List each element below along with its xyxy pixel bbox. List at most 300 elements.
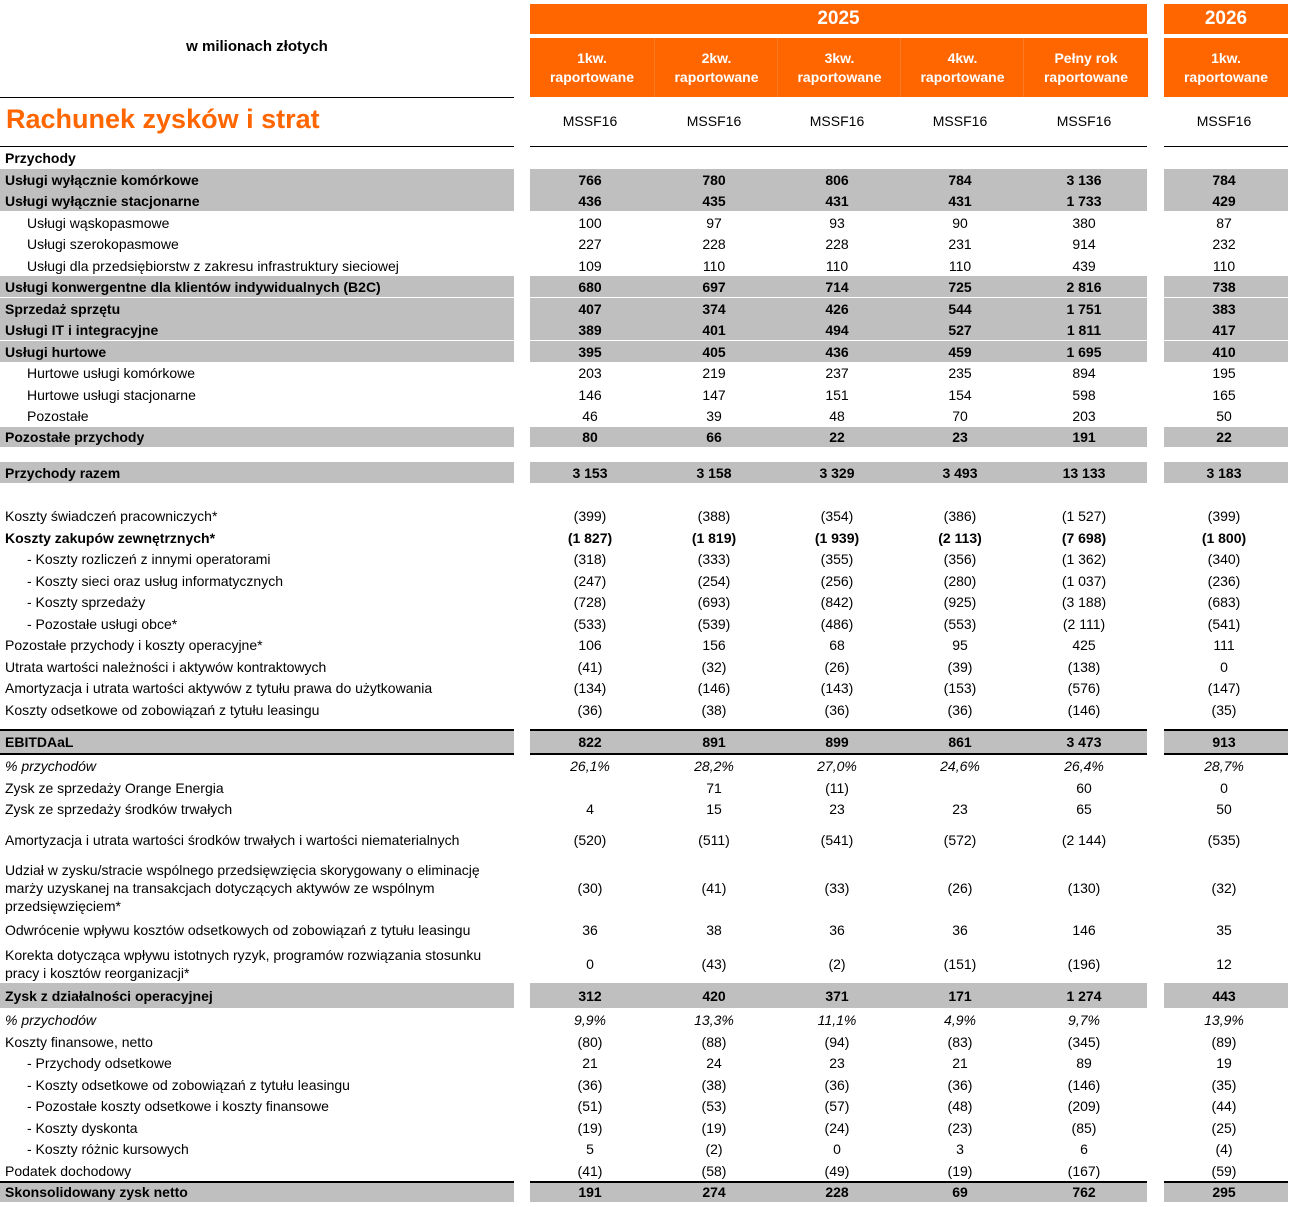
cell-value: (38) bbox=[701, 1076, 727, 1093]
cell-value: 13,9% bbox=[1204, 1011, 1244, 1028]
column-header-line2: raportowane bbox=[674, 68, 759, 85]
cell-value: 50 bbox=[1216, 801, 1232, 817]
standard-label-5: MSSF16 bbox=[1056, 113, 1112, 129]
cell-value bbox=[777, 148, 897, 168]
cell-value: 295 bbox=[1212, 1183, 1236, 1200]
cell-value: (147) bbox=[1207, 679, 1241, 696]
cell-value: 219 bbox=[702, 364, 726, 381]
cell-value: (36) bbox=[947, 1076, 973, 1093]
table-row bbox=[0, 729, 1290, 755]
cell-value: 156 bbox=[702, 636, 726, 653]
row-label: Podatek dochodowy bbox=[5, 1162, 132, 1179]
column-header-1 bbox=[530, 38, 654, 97]
cell-value: 899 bbox=[825, 734, 849, 750]
cell-value: (153) bbox=[943, 679, 977, 696]
table-row bbox=[0, 983, 1290, 1008]
cell-value: (26) bbox=[824, 658, 850, 675]
row-label: Udział w zysku/stracie wspólnego przedsięwzięcia skorygowany o eliminację marży uzyskanej na transakcjach dotyczących aktywów ze wspólnym przedsięwzięciem* bbox=[5, 862, 480, 914]
cell-value: (38) bbox=[701, 701, 727, 718]
cell-value: (254) bbox=[697, 572, 731, 589]
cell-value: 203 bbox=[1072, 407, 1096, 424]
standard-label-3: MSSF16 bbox=[809, 113, 865, 129]
cell-value: 3 158 bbox=[696, 464, 732, 481]
cell-value: 71 bbox=[706, 779, 722, 796]
row-label: Przychody razem bbox=[5, 464, 121, 481]
table-row bbox=[0, 233, 1290, 254]
cell-value: 21 bbox=[582, 1054, 598, 1071]
cell-value: 3 183 bbox=[1206, 464, 1242, 481]
cell-value: 3 136 bbox=[1066, 171, 1102, 188]
cell-value: (572) bbox=[943, 832, 977, 848]
row-label: Amortyzacja i utrata wartości środków trwałych i wartości niematerialnych bbox=[5, 832, 460, 848]
cell-value: 60 bbox=[1076, 779, 1092, 796]
cell-value: 110 bbox=[825, 257, 849, 274]
cell-value: (4) bbox=[1215, 1140, 1233, 1157]
cell-value: 232 bbox=[1212, 235, 1236, 252]
cell-value: (2 144) bbox=[1061, 832, 1107, 848]
row-label: Odwrócenie wpływu kosztów odsetkowych od zobowiązań z tytułu leasingu bbox=[5, 922, 471, 938]
row-label: Amortyzacja i utrata wartości aktywów z tytułu prawa do użytkowania bbox=[5, 679, 433, 696]
cell-value: (333) bbox=[697, 550, 731, 567]
table-row bbox=[0, 1052, 1290, 1073]
cell-value: (94) bbox=[824, 1033, 850, 1050]
cell-value: 66 bbox=[706, 429, 722, 445]
cell-value: (1 362) bbox=[1061, 550, 1107, 567]
row-shading bbox=[0, 729, 514, 755]
cell-value: 371 bbox=[825, 987, 849, 1004]
cell-value: 9,7% bbox=[1068, 1011, 1100, 1028]
cell-value: (58) bbox=[701, 1162, 727, 1179]
cell-value: 784 bbox=[1212, 171, 1236, 188]
cell-value: (151) bbox=[943, 956, 977, 972]
cell-value: 46 bbox=[582, 407, 598, 424]
cell-value bbox=[530, 777, 650, 798]
cell-value: (511) bbox=[698, 832, 730, 848]
cell-value: 417 bbox=[1212, 321, 1236, 338]
cell-value: 780 bbox=[702, 171, 726, 188]
column-header-4 bbox=[900, 38, 1024, 97]
cell-value: (318) bbox=[573, 550, 607, 567]
column-header-line1: 1kw. bbox=[1211, 49, 1241, 66]
row-label: Zysk z działalności operacyjnej bbox=[5, 987, 213, 1004]
row-label: Zysk ze sprzedaży Orange Energia bbox=[5, 779, 224, 796]
table-row bbox=[0, 859, 1290, 917]
table-row bbox=[0, 362, 1290, 383]
cell-value: 6 bbox=[1080, 1140, 1088, 1157]
cell-value: (35) bbox=[1211, 1076, 1237, 1093]
cell-value: (44) bbox=[1211, 1097, 1237, 1114]
cell-value: 401 bbox=[702, 321, 726, 338]
table-row bbox=[0, 255, 1290, 276]
cell-value: 407 bbox=[578, 300, 602, 317]
unit-label: w milionach złotych bbox=[186, 38, 328, 55]
cell-value: (36) bbox=[947, 701, 973, 718]
row-label: - Koszty rozliczeń z innymi operatorami bbox=[27, 550, 271, 567]
row-label: Usługi IT i integracyjne bbox=[5, 321, 159, 338]
table-row bbox=[0, 1031, 1290, 1052]
cell-value: 227 bbox=[578, 235, 602, 252]
cell-value: 100 bbox=[578, 214, 602, 231]
cell-value: 725 bbox=[948, 278, 972, 295]
cell-value: 4,9% bbox=[944, 1011, 976, 1028]
cell-value bbox=[900, 777, 1020, 798]
cell-value: (39) bbox=[947, 658, 973, 675]
cell-value: 13,3% bbox=[694, 1011, 734, 1028]
table-row bbox=[0, 613, 1290, 634]
cell-value: 26,4% bbox=[1064, 757, 1104, 774]
cell-value: (83) bbox=[947, 1033, 973, 1050]
cell-value: 374 bbox=[702, 300, 726, 317]
cell-value: 110 bbox=[702, 257, 726, 274]
cell-value: (256) bbox=[820, 572, 854, 589]
table-row bbox=[0, 1138, 1290, 1159]
cell-value: (146) bbox=[697, 679, 731, 696]
cell-value: (356) bbox=[943, 550, 977, 567]
cell-value: 19 bbox=[1216, 1054, 1232, 1071]
cell-value: (167) bbox=[1067, 1162, 1101, 1179]
year-2026-header: 2026 bbox=[1164, 4, 1288, 34]
cell-value: 2 816 bbox=[1066, 278, 1102, 295]
cell-value: 87 bbox=[1216, 214, 1232, 231]
cell-value: 894 bbox=[1072, 364, 1096, 381]
cell-value: (541) bbox=[820, 832, 854, 848]
standard-label-1: MSSF16 bbox=[562, 113, 618, 129]
cell-value: (41) bbox=[577, 658, 603, 675]
cell-value: 312 bbox=[578, 987, 602, 1004]
cell-value: 914 bbox=[1072, 235, 1096, 252]
cell-value: 0 bbox=[833, 1140, 841, 1157]
cell-value: 110 bbox=[948, 257, 972, 274]
cell-value: 1 695 bbox=[1066, 343, 1102, 360]
cell-value: (236) bbox=[1207, 572, 1241, 589]
column-header-line1: 2kw. bbox=[701, 49, 732, 66]
cell-value: 1 733 bbox=[1066, 192, 1102, 209]
cell-value: (19) bbox=[701, 1119, 727, 1136]
row-label: Skonsolidowany zysk netto bbox=[5, 1183, 188, 1200]
header-separator-left bbox=[0, 97, 514, 98]
column-header-line1: Pełny rok bbox=[1054, 49, 1118, 66]
cell-value: (134) bbox=[573, 679, 607, 696]
cell-value: 228 bbox=[702, 235, 726, 252]
cell-value: 191 bbox=[578, 1183, 602, 1200]
cell-value: 36 bbox=[582, 922, 598, 938]
cell-value: (354) bbox=[820, 507, 854, 524]
cell-value: 429 bbox=[1212, 192, 1236, 209]
cell-value: 1 811 bbox=[1066, 321, 1102, 338]
table-row bbox=[0, 462, 1290, 483]
table-row bbox=[0, 527, 1290, 548]
cell-value: 39 bbox=[706, 407, 722, 424]
cell-value: 90 bbox=[952, 214, 968, 231]
cell-value: (196) bbox=[1067, 956, 1101, 972]
cell-value: (533) bbox=[573, 615, 607, 632]
cell-value: 383 bbox=[1212, 300, 1236, 317]
cell-value: 405 bbox=[702, 343, 726, 360]
cell-value: 203 bbox=[578, 364, 602, 381]
cell-value: 806 bbox=[825, 171, 849, 188]
cell-value: 420 bbox=[702, 987, 726, 1004]
row-label: Usługi szerokopasmowe bbox=[27, 235, 179, 252]
cell-value: (388) bbox=[697, 507, 731, 524]
cell-value: (53) bbox=[701, 1097, 727, 1114]
cell-value: (1 827) bbox=[567, 529, 613, 546]
row-label: - Pozostałe koszty odsetkowe i koszty finansowe bbox=[27, 1097, 329, 1114]
cell-value: 191 bbox=[1072, 429, 1096, 445]
cell-value bbox=[900, 148, 1020, 168]
cell-value: (23) bbox=[947, 1119, 973, 1136]
cell-value bbox=[1164, 148, 1284, 168]
cell-value: (146) bbox=[1067, 701, 1101, 718]
cell-value: 527 bbox=[948, 321, 972, 338]
cell-value: (41) bbox=[577, 1162, 603, 1179]
cell-value: (36) bbox=[577, 1076, 603, 1093]
cell-value: 1 274 bbox=[1066, 987, 1102, 1004]
cell-value: 0 bbox=[1220, 779, 1228, 796]
column-header-6 bbox=[1164, 38, 1288, 97]
row-label: Koszty świadczeń pracowniczych* bbox=[5, 507, 218, 524]
cell-value: 80 bbox=[582, 429, 598, 445]
cell-value: (36) bbox=[577, 701, 603, 718]
cell-value: 3 329 bbox=[819, 464, 855, 481]
cell-value: 95 bbox=[952, 636, 968, 653]
table-row bbox=[0, 384, 1290, 405]
table-row bbox=[0, 1095, 1290, 1116]
cell-value: 165 bbox=[1212, 386, 1236, 403]
cell-value: 195 bbox=[1212, 364, 1236, 381]
cell-value: 274 bbox=[702, 1183, 726, 1200]
cell-value: 228 bbox=[825, 1183, 849, 1200]
table-row bbox=[0, 405, 1290, 426]
cell-value: 436 bbox=[825, 343, 849, 360]
cell-value: 5 bbox=[586, 1140, 594, 1157]
cell-value: 714 bbox=[825, 278, 849, 295]
cell-value: 822 bbox=[578, 734, 602, 750]
cell-value: 93 bbox=[829, 214, 845, 231]
row-label: Pozostałe bbox=[27, 407, 89, 424]
cell-value: 680 bbox=[578, 278, 602, 295]
column-header-line2: raportowane bbox=[1043, 68, 1128, 85]
cell-value: (209) bbox=[1067, 1097, 1101, 1114]
cell-value: (19) bbox=[947, 1162, 973, 1179]
standard-label-6: MSSF16 bbox=[1196, 113, 1252, 129]
cell-value: 544 bbox=[948, 300, 972, 317]
cell-value: (36) bbox=[824, 701, 850, 718]
cell-value: 3 473 bbox=[1066, 734, 1102, 750]
cell-value: 231 bbox=[948, 235, 972, 252]
cell-value: (32) bbox=[701, 658, 727, 675]
cell-value: (25) bbox=[1211, 1119, 1237, 1136]
column-header-line1: 4kw. bbox=[947, 49, 978, 66]
table-row bbox=[0, 919, 1290, 941]
row-label: Usługi dla przedsiębiorstw z zakresu infrastruktury sieciowej bbox=[27, 257, 399, 274]
cell-value: 0 bbox=[1220, 658, 1228, 675]
row-label: - Pozostałe usługi obce* bbox=[27, 615, 178, 632]
cell-value: (539) bbox=[697, 615, 731, 632]
cell-value: (399) bbox=[1207, 507, 1241, 524]
table-row bbox=[0, 777, 1290, 798]
cell-value: 431 bbox=[948, 192, 972, 209]
cell-value: 15 bbox=[706, 801, 722, 817]
cell-value: 436 bbox=[578, 192, 602, 209]
table-row bbox=[0, 148, 1290, 168]
cell-value: 9,9% bbox=[574, 1011, 606, 1028]
cell-value: 28,2% bbox=[694, 757, 734, 774]
cell-value: 23 bbox=[952, 801, 968, 817]
cell-value: 861 bbox=[948, 734, 972, 750]
cell-value: 443 bbox=[1212, 987, 1236, 1004]
cell-value: (89) bbox=[1211, 1033, 1237, 1050]
cell-value: 50 bbox=[1216, 407, 1232, 424]
table-row bbox=[0, 570, 1290, 591]
cell-value: 23 bbox=[829, 1054, 845, 1071]
title-separator-left bbox=[0, 146, 514, 147]
cell-value: 3 493 bbox=[942, 464, 978, 481]
cell-value: 13 133 bbox=[1062, 464, 1106, 481]
cell-value: (19) bbox=[577, 1119, 603, 1136]
table-row bbox=[0, 1117, 1290, 1138]
row-label: Koszty odsetkowe od zobowiązań z tytułu leasingu bbox=[5, 701, 320, 718]
cell-value: 3 153 bbox=[572, 464, 608, 481]
cell-value: (2 111) bbox=[1062, 615, 1106, 632]
cell-value: 65 bbox=[1076, 801, 1092, 817]
row-label: - Koszty sprzedaży bbox=[27, 593, 146, 610]
row-label: Koszty zakupów zewnętrznych* bbox=[5, 529, 216, 546]
table-row bbox=[0, 945, 1290, 983]
cell-value: (842) bbox=[820, 593, 854, 610]
cell-value: (143) bbox=[820, 679, 854, 696]
cell-value: 106 bbox=[578, 636, 602, 653]
cell-value: 28,7% bbox=[1204, 757, 1244, 774]
table-row bbox=[0, 190, 1290, 211]
cell-value: 389 bbox=[578, 321, 602, 338]
cell-value: 97 bbox=[706, 214, 722, 231]
cell-value: 68 bbox=[829, 636, 845, 653]
cell-value: (247) bbox=[573, 572, 607, 589]
cell-value: 12 bbox=[1216, 956, 1232, 972]
row-label: - Koszty dyskonta bbox=[27, 1119, 138, 1136]
cell-value: (35) bbox=[1211, 701, 1237, 718]
column-header-2 bbox=[654, 38, 778, 97]
cell-value: (11) bbox=[825, 779, 849, 796]
cell-value: (24) bbox=[824, 1119, 850, 1136]
row-label: - Koszty sieci oraz usług informatycznych bbox=[27, 572, 283, 589]
cell-value: (48) bbox=[947, 1097, 973, 1114]
cell-value: (36) bbox=[824, 1076, 850, 1093]
cell-value: 35 bbox=[1216, 922, 1232, 938]
cell-value: (138) bbox=[1067, 658, 1101, 675]
column-header-3 bbox=[777, 38, 901, 97]
cell-value: (57) bbox=[824, 1097, 850, 1114]
title-separator-2025 bbox=[530, 146, 1147, 147]
cell-value: 23 bbox=[829, 801, 845, 817]
cell-value: (576) bbox=[1067, 679, 1101, 696]
row-label: Usługi wyłącznie stacjonarne bbox=[5, 192, 200, 209]
cell-value: (1 037) bbox=[1061, 572, 1107, 589]
cell-value: 171 bbox=[948, 987, 972, 1004]
cell-value: 24 bbox=[706, 1054, 722, 1071]
cell-value: (520) bbox=[573, 832, 607, 848]
cell-value: 235 bbox=[948, 364, 972, 381]
cell-value: (535) bbox=[1207, 832, 1241, 848]
cell-value: (80) bbox=[577, 1033, 603, 1050]
cell-value: (146) bbox=[1067, 1076, 1101, 1093]
cell-value: (683) bbox=[1207, 593, 1241, 610]
table-row bbox=[0, 699, 1290, 720]
row-label: Usługi konwergentne dla klientów indywidualnych (B2C) bbox=[5, 278, 381, 295]
cell-value: 70 bbox=[952, 407, 968, 424]
row-label: Przychody bbox=[5, 150, 76, 166]
cell-value: 425 bbox=[1072, 636, 1096, 653]
cell-value: 697 bbox=[702, 278, 726, 295]
table-row bbox=[0, 548, 1290, 569]
row-label: Hurtowe usługi komórkowe bbox=[27, 364, 196, 381]
cell-value: 110 bbox=[1212, 257, 1236, 274]
cell-value: (355) bbox=[820, 550, 854, 567]
table-row bbox=[0, 427, 1290, 447]
cell-value: (280) bbox=[943, 572, 977, 589]
table-row bbox=[0, 1160, 1290, 1181]
cell-value: 431 bbox=[825, 192, 849, 209]
row-label: Usługi wyłącznie komórkowe bbox=[5, 171, 199, 188]
row-label: Usługi hurtowe bbox=[5, 343, 107, 360]
cell-value: 89 bbox=[1076, 1054, 1092, 1071]
column-header-line2: raportowane bbox=[549, 68, 634, 85]
cell-value: (1 527) bbox=[1061, 507, 1107, 524]
table-row bbox=[0, 298, 1290, 319]
row-label: Usługi wąskopasmowe bbox=[27, 214, 170, 231]
table-row bbox=[0, 1074, 1290, 1095]
cell-value: (2 113) bbox=[938, 529, 982, 546]
cell-value: (7 698) bbox=[1061, 529, 1107, 546]
cell-value: 459 bbox=[948, 343, 972, 360]
row-label: Pozostałe przychody bbox=[5, 429, 145, 445]
cell-value: 913 bbox=[1212, 734, 1236, 750]
cell-value: 228 bbox=[825, 235, 849, 252]
row-label: % przychodów bbox=[5, 1011, 97, 1028]
table-row bbox=[0, 634, 1290, 655]
cell-value: 598 bbox=[1072, 386, 1096, 403]
cell-value: 3 bbox=[956, 1140, 964, 1157]
standard-label-4: MSSF16 bbox=[932, 113, 988, 129]
section-title: Rachunek zysków i strat bbox=[6, 104, 320, 134]
cell-value: 11,1% bbox=[817, 1011, 857, 1028]
table-bottom-rule bbox=[0, 1202, 1290, 1204]
cell-value: (51) bbox=[577, 1097, 603, 1114]
cell-value: 4 bbox=[586, 801, 594, 817]
cell-value: 1 751 bbox=[1066, 300, 1102, 317]
cell-value: 494 bbox=[825, 321, 849, 338]
cell-value: (728) bbox=[573, 593, 607, 610]
cell-value: (3 188) bbox=[1061, 593, 1107, 610]
cell-value: 237 bbox=[825, 364, 849, 381]
cell-value: 69 bbox=[952, 1183, 968, 1200]
cell-value: 738 bbox=[1212, 278, 1236, 295]
cell-value: 22 bbox=[829, 429, 845, 445]
row-label: EBITDAaL bbox=[5, 734, 74, 750]
cell-value: (26) bbox=[947, 880, 973, 896]
cell-value bbox=[530, 148, 650, 168]
cell-value: 27,0% bbox=[817, 757, 857, 774]
cell-value: 111 bbox=[1213, 636, 1235, 653]
cell-value: (925) bbox=[943, 593, 977, 610]
row-label: Utrata wartości należności i aktywów kontraktowych bbox=[5, 658, 327, 675]
column-header-line2: raportowane bbox=[797, 68, 882, 85]
cell-value: (88) bbox=[701, 1033, 727, 1050]
row-label: % przychodów bbox=[5, 757, 97, 774]
table-row bbox=[0, 319, 1290, 340]
cell-value: 38 bbox=[706, 922, 722, 938]
cell-value: 0 bbox=[586, 956, 594, 972]
